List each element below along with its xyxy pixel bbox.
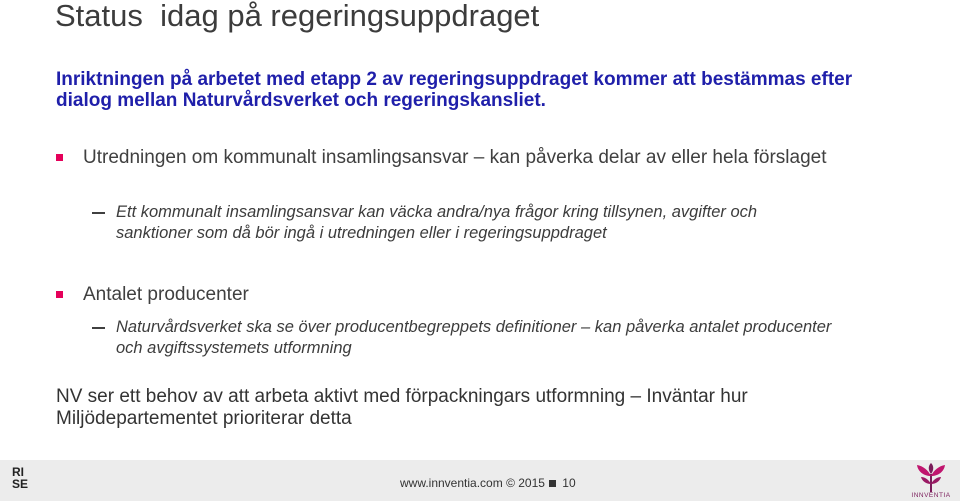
slide-title: Status idag på regeringsuppdraget	[55, 0, 540, 33]
bullet-text: Utredningen om kommunalt insamlingsansvar – kan påverka delar av eller hela förslaget	[83, 147, 827, 168]
sub-bullet-item-1	[92, 202, 832, 244]
footer-url: www.innventia.com	[400, 476, 503, 490]
bullet-text: Antalet producenter	[83, 284, 249, 305]
rise-logo-icon	[12, 466, 34, 496]
square-bullet-icon	[56, 154, 63, 161]
bullet-item-2	[56, 284, 856, 306]
footer-copyright: © 2015	[506, 476, 545, 490]
innventia-logo-icon	[906, 462, 956, 500]
dash-icon	[92, 327, 105, 329]
bullet-item-1	[56, 147, 856, 169]
footer-text	[400, 476, 576, 490]
square-icon	[549, 480, 556, 487]
sub-bullet-item-2	[92, 317, 832, 359]
page-number: 10	[562, 476, 576, 490]
innventia-flower-icon	[906, 462, 956, 494]
lead-paragraph: Inriktningen på arbetet med etapp 2 av regeringsuppdraget kommer att bestämmas efter dialog mellan Naturvårdsverket och regeringskansliet.	[56, 69, 853, 111]
rise-logo-line-2: SE	[12, 477, 29, 491]
conclusion-paragraph: NV ser ett behov av att arbeta aktivt med förpackningars utformning – Inväntar hur Miljödepartementet prioriterar detta	[56, 386, 748, 429]
sub-bullet-text: Naturvårdsverket ska se över producentbegreppets definitioner – kan påverka antalet producenter och avgiftssystemets utformning	[116, 318, 832, 357]
dash-icon	[92, 212, 105, 214]
rise-logo-line-1: RI	[12, 465, 24, 479]
innventia-wordmark: INNVENTIA	[911, 492, 951, 499]
sub-bullet-text: Ett kommunalt insamlingsansvar kan väcka andra/nya frågor kring tillsynen, avgifter och sanktioner som då bör ingå i utredningen eller i regeringsuppdraget	[116, 203, 758, 242]
square-bullet-icon	[56, 291, 63, 298]
